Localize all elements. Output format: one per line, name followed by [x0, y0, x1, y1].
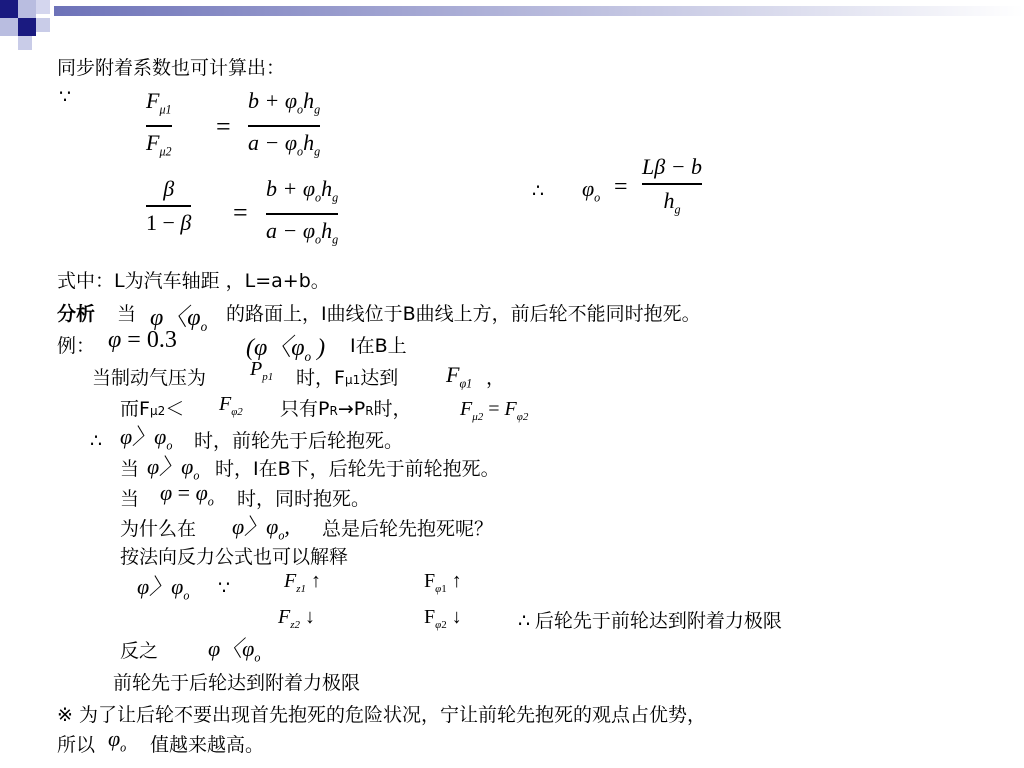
example-rest: I在B上: [350, 335, 407, 357]
equals-sign-1: =: [216, 112, 231, 141]
when-dang-2: 当: [120, 488, 140, 510]
fz1-up: $F_{z1}$ ↑: [284, 570, 321, 595]
deco-fade-bar: [54, 6, 1024, 16]
note-line: ※ 为了让后轮不要出现首先抱死的危险状况，宁让前轮先抱死的观点占优势，: [57, 704, 706, 726]
phi-less-phi-o-1: φ〈$\varphi_o$: [150, 305, 208, 334]
p-p1-symbol: $P_{p1}$: [250, 358, 274, 383]
analysis-dang: 当: [117, 303, 137, 325]
phi-equals-phi-o: $\varphi = \varphi_o$: [160, 480, 214, 509]
phi-o-symbol-result: $\varphi_o$: [582, 176, 601, 205]
why-b: 总是后轮先抱死呢？: [322, 518, 494, 540]
because-symbol-1: ∵: [59, 86, 72, 108]
analysis-rest: 的路面上，I曲线位于B曲线上方，前后轮不能同时抱死。: [226, 303, 701, 325]
because-symbol-2: ∵: [218, 577, 231, 599]
sync-coefficient-fraction: Lβ − b $h_g$: [642, 154, 703, 216]
f-mu2-equals-f-phi2: $F_{\mu 2} = F_{\varphi 2}$: [460, 398, 529, 423]
conclusion-line: ∴ 后轮先于前轮达到附着力极限: [518, 610, 782, 632]
analysis-label: 分析: [57, 303, 96, 325]
brake-pressure-a: 当制动气压为: [92, 367, 207, 389]
and-line-c: 只有PR→PR时，: [280, 398, 412, 420]
deco-square-light-4: [18, 36, 32, 50]
equals-sign-3: =: [614, 174, 628, 200]
force-ratio-fraction: $F_{\mu 1}$ $F_{\mu 2}$: [146, 88, 172, 159]
phi-greater-phi-o-3: φ〉$\varphi_o$,: [232, 514, 290, 543]
front-limit-line: 前轮先于后轮达到附着力极限: [113, 672, 361, 694]
conversely-label: 反之: [120, 640, 159, 662]
explain-line: 按法向反力公式也可以解释: [120, 546, 349, 568]
deco-square-light-2: [0, 18, 18, 36]
equals-sign-2: =: [233, 198, 248, 227]
intro-line: 同步附着系数也可计算出：: [57, 57, 286, 79]
phi-greater-phi-o-2: φ〉$\varphi_o$: [147, 454, 200, 483]
phi-greater-phi-o-1: φ〉$\varphi_o$: [120, 424, 173, 453]
why-a: 为什么在: [120, 518, 197, 540]
deco-square-light-5: [36, 0, 50, 14]
brake-pressure-d: ，: [486, 367, 506, 389]
f-phi1-symbol-1: $F_{\varphi 1}$: [446, 362, 473, 391]
therefore-symbol-2: ∴: [90, 430, 103, 452]
ratio-rhs-fraction-1: $b + \varphi_oh_g$ $a - \varphi_oh_g$: [248, 88, 321, 159]
deco-square-light-3: [36, 18, 50, 32]
therefore-symbol-1: ∴: [532, 180, 545, 202]
fphi1-up: $F_{\varphi 1}$ ↑: [424, 570, 462, 595]
deco-square-dark-2: [18, 18, 36, 36]
deco-square-light-1: [18, 0, 36, 18]
f-phi2-symbol-1: $F_{\varphi 2}$: [219, 393, 243, 418]
example-label: 例：: [57, 335, 96, 357]
fz2-down: $F_{z2}$ ↓: [278, 606, 315, 631]
phi-greater-phi-o-4: φ〉$\varphi_o$: [137, 574, 190, 603]
wheelbase-line: 式中：L为汽车轴距 ，L=a+b。: [57, 270, 330, 292]
ratio-rhs-fraction-2: $b + \varphi_oh_g$ $a - \varphi_oh_g$: [266, 176, 339, 247]
phi-o-symbol-note: $\varphi_o$: [108, 726, 127, 755]
note-line-2-a: 所以: [57, 734, 96, 756]
when-rest-2: 时，同时抱死。: [237, 488, 371, 510]
when-rest-1: 时，I在B下，后轮先于前轮抱死。: [215, 458, 500, 480]
phi-equals-value: φ = 0.3: [108, 327, 177, 353]
front-first-line: 时，前轮先于后轮抱死。: [194, 430, 404, 452]
brake-pressure-b: 时，Fμ1达到: [296, 367, 399, 389]
and-line-a: 而Fμ2＜: [120, 398, 185, 420]
note-line-2-b: 值越来越高。: [150, 734, 265, 756]
phi-less-phi-o-2: φ〈$\varphi_o$: [208, 636, 261, 665]
deco-square-dark-1: [0, 0, 18, 18]
beta-ratio-fraction: β 1 − β: [146, 176, 192, 235]
phi-less-phi-o-paren: (φ〈$\varphi_o$ ): [246, 335, 326, 364]
when-dang-1: 当: [120, 458, 140, 480]
fphi2-down: $F_{\varphi 2}$ ↓: [424, 606, 462, 631]
